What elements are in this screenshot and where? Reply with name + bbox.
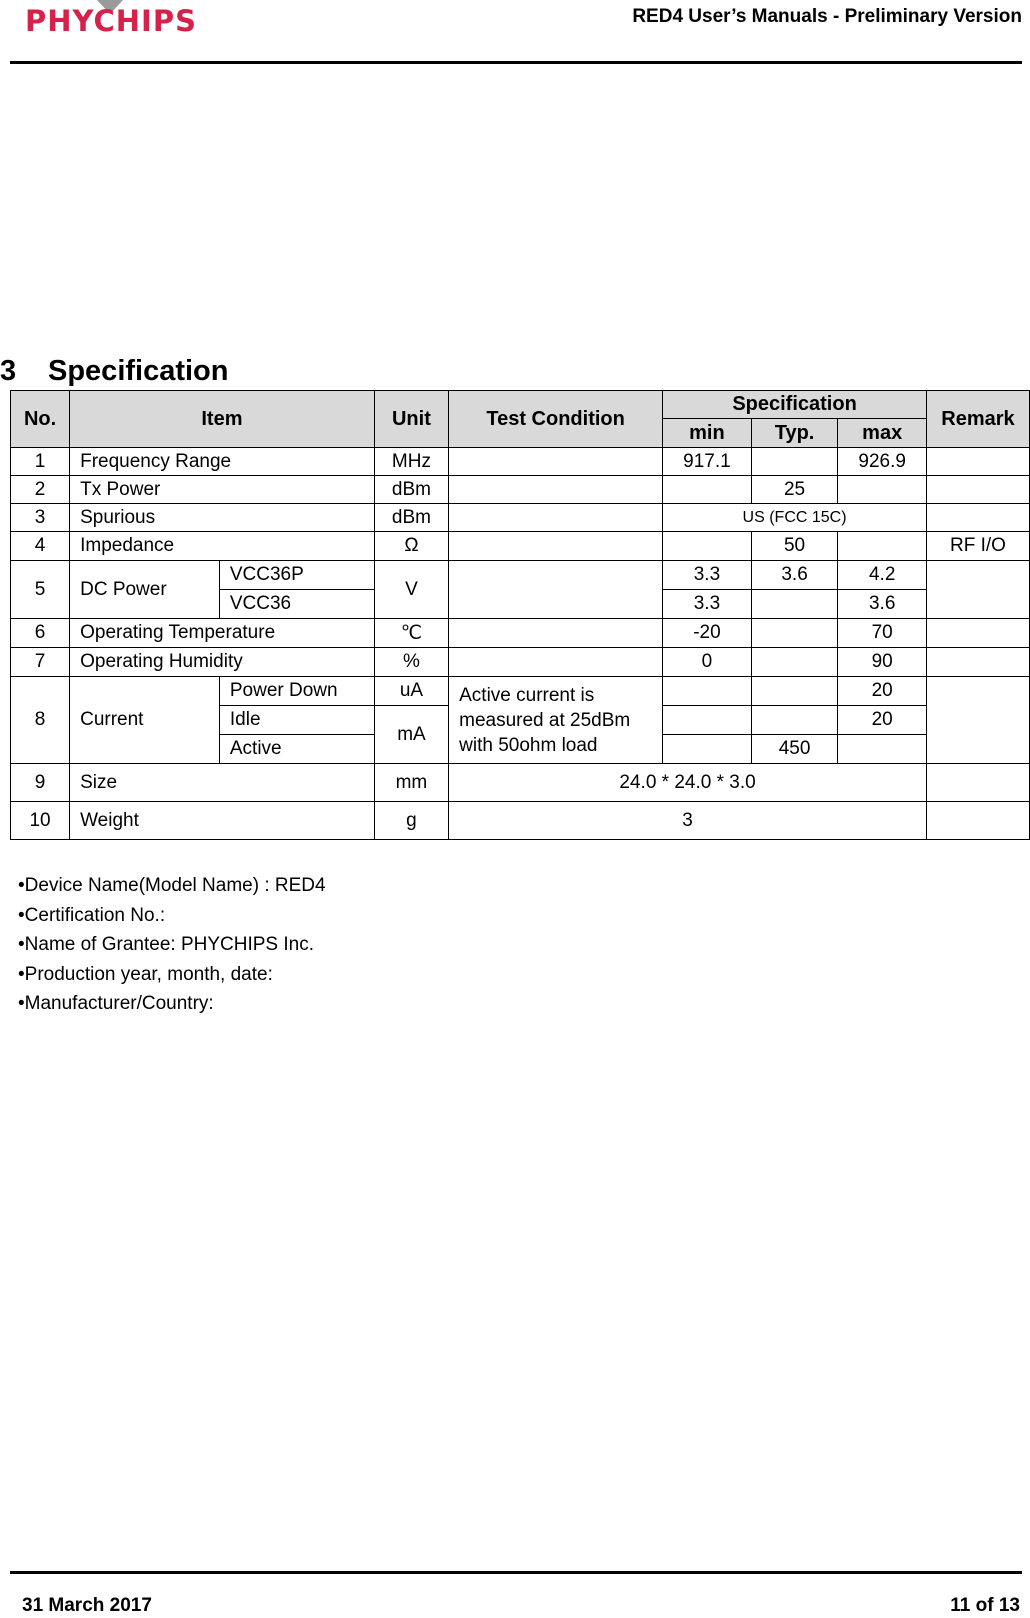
cell-item: Operating Temperature	[70, 619, 375, 648]
header-specification: Specification	[663, 391, 927, 419]
footer-divider	[10, 1571, 1022, 1574]
table-row	[11, 619, 1030, 648]
cell-remark	[927, 802, 1030, 840]
cell-test-condition	[449, 648, 663, 677]
cell-min	[663, 476, 752, 504]
cell-max: 90	[838, 648, 927, 677]
note-grantee: •Name of Grantee: PHYCHIPS Inc.	[18, 934, 314, 955]
cell-typ	[751, 448, 838, 476]
cell-subitem: Active	[219, 735, 374, 764]
header-test-condition: Test Condition	[449, 391, 663, 448]
cell-unit: %	[374, 648, 448, 677]
cell-no: 10	[11, 802, 70, 840]
section-title: Specification	[48, 355, 229, 387]
cell-typ: 50	[751, 532, 838, 561]
cell-typ	[751, 706, 838, 735]
table-row	[11, 764, 1030, 802]
document-title: RED4 User’s Manuals - Preliminary Version	[632, 6, 1022, 27]
cell-max: 4.2	[838, 561, 927, 590]
cell-max: 20	[838, 706, 927, 735]
cell-test-condition	[449, 561, 663, 619]
cell-no: 9	[11, 764, 70, 802]
cell-unit: mA	[374, 706, 448, 764]
cell-min	[663, 532, 752, 561]
cell-remark	[927, 764, 1030, 802]
table-row	[11, 476, 1030, 504]
cell-min: 3.3	[663, 590, 752, 619]
cell-typ: 450	[751, 735, 838, 764]
page-number: 11 of 13	[950, 1595, 1020, 1616]
cell-max: 3.6	[838, 590, 927, 619]
cell-item: DC Power	[70, 561, 220, 619]
cell-item: Tx Power	[70, 476, 375, 504]
cell-unit: MHz	[374, 448, 448, 476]
cell-no: 8	[11, 677, 70, 764]
header-min: min	[663, 419, 752, 448]
table-row	[11, 504, 1030, 532]
table-row	[11, 561, 1030, 590]
cell-remark	[927, 677, 1030, 764]
cell-item: Size	[70, 764, 375, 802]
cell-item: Spurious	[70, 504, 375, 532]
cell-max: 20	[838, 677, 927, 706]
logo-text: PHYCHIPS	[25, 4, 197, 38]
header-no: No.	[11, 391, 70, 448]
cell-typ	[751, 590, 838, 619]
cell-typ: 3.6	[751, 561, 838, 590]
header-unit: Unit	[374, 391, 448, 448]
header-typ: Typ.	[751, 419, 838, 448]
cell-min	[663, 677, 752, 706]
cell-subitem: Power Down	[219, 677, 374, 706]
cell-max	[838, 476, 927, 504]
note-device-name: •Device Name(Model Name) : RED4	[18, 875, 326, 896]
cell-remark	[927, 561, 1030, 619]
cell-test-condition	[449, 448, 663, 476]
cell-no: 2	[11, 476, 70, 504]
footer-date: 31 March 2017	[22, 1595, 152, 1616]
device-notes	[18, 871, 326, 1019]
header-remark: Remark	[927, 391, 1030, 448]
cell-typ: 25	[751, 476, 838, 504]
cell-test-condition: Active current is measured at 25dBm with 50ohm load	[449, 677, 663, 764]
cell-test-condition	[449, 619, 663, 648]
cell-max: 70	[838, 619, 927, 648]
cell-min	[663, 735, 752, 764]
table-row	[11, 532, 1030, 561]
cell-test-condition	[449, 476, 663, 504]
table-row	[11, 648, 1030, 677]
cell-remark	[927, 504, 1030, 532]
cell-typ	[751, 648, 838, 677]
note-production-date: •Production year, month, date:	[18, 963, 273, 985]
header-divider	[10, 61, 1022, 64]
cell-unit: dBm	[374, 504, 448, 532]
header-item: Item	[70, 391, 375, 448]
cell-typ	[751, 677, 838, 706]
cell-remark	[927, 448, 1030, 476]
cell-max: 926.9	[838, 448, 927, 476]
cell-remark	[927, 648, 1030, 677]
cell-max	[838, 532, 927, 561]
cell-min	[663, 706, 752, 735]
cell-remark	[927, 619, 1030, 648]
header-max: max	[838, 419, 927, 448]
cell-min: 0	[663, 648, 752, 677]
specification-table	[10, 390, 1030, 840]
cell-no: 7	[11, 648, 70, 677]
cell-unit: dBm	[374, 476, 448, 504]
cell-test-condition	[449, 532, 663, 561]
cell-remark: RF I/O	[927, 532, 1030, 561]
cell-typ	[751, 619, 838, 648]
section-number: 3	[0, 355, 17, 387]
table-row	[11, 448, 1030, 476]
cell-no: 6	[11, 619, 70, 648]
cell-subitem: VCC36P	[219, 561, 374, 590]
cell-unit: uA	[374, 677, 448, 706]
cell-item: Weight	[70, 802, 375, 840]
cell-unit: V	[374, 561, 448, 619]
cell-min: -20	[663, 619, 752, 648]
cell-no: 3	[11, 504, 70, 532]
note-certification: •Certification No.:	[18, 904, 166, 926]
section-heading	[0, 355, 229, 388]
cell-spec: US (FCC 15C)	[663, 504, 927, 532]
cell-subitem: Idle	[219, 706, 374, 735]
cell-unit: g	[374, 802, 448, 840]
cell-max	[838, 735, 927, 764]
cell-no: 1	[11, 448, 70, 476]
cell-item: Operating Humidity	[70, 648, 375, 677]
table-row	[11, 677, 1030, 706]
cell-min: 3.3	[663, 561, 752, 590]
cell-subitem: VCC36	[219, 590, 374, 619]
cell-item: Current	[70, 677, 220, 764]
cell-no: 5	[11, 561, 70, 619]
cell-unit: ℃	[374, 619, 448, 648]
company-logo	[25, 0, 270, 40]
cell-unit: mm	[374, 764, 448, 802]
note-manufacturer: •Manufacturer/Country:	[18, 993, 214, 1014]
table-header-row	[11, 391, 1030, 419]
cell-value: 3	[449, 802, 927, 840]
cell-value: 24.0 * 24.0 * 3.0	[449, 764, 927, 802]
cell-item: Frequency Range	[70, 448, 375, 476]
cell-unit: Ω	[374, 532, 448, 561]
cell-min: 917.1	[663, 448, 752, 476]
cell-remark	[927, 476, 1030, 504]
table-row	[11, 802, 1030, 840]
cell-test-condition	[449, 504, 663, 532]
cell-item: Impedance	[70, 532, 375, 561]
cell-no: 4	[11, 532, 70, 561]
